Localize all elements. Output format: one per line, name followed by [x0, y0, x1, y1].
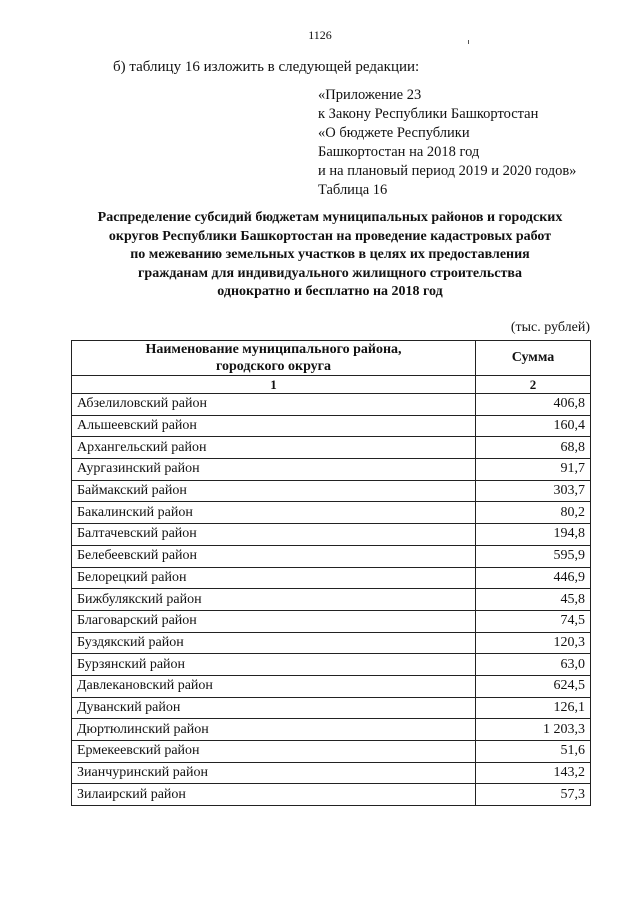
appendix-line: и на плановый период 2019 и 2020 годов» [318, 163, 577, 179]
header-name [72, 341, 476, 376]
appendix-reference [318, 86, 576, 200]
table-row [72, 675, 591, 697]
district-name: Белебеевский район [72, 545, 476, 567]
heading-line: гражданам для индивидуального жилищного строительства [138, 265, 522, 281]
subsidy-amount: 80,2 [476, 502, 591, 524]
subsidy-amount: 91,7 [476, 459, 591, 481]
subsidy-amount: 1 203,3 [476, 719, 591, 741]
unit-label: (тыс. рублей) [510, 320, 590, 335]
table-row [72, 502, 591, 524]
table-row [72, 415, 591, 437]
district-name: Ермекеевский район [72, 741, 476, 763]
table-row [72, 459, 591, 481]
header-name-line: городского округа [215, 359, 332, 374]
district-name: Белорецкий район [72, 567, 476, 589]
district-name: Благоварский район [72, 610, 476, 632]
column-number-1: 1 [72, 376, 476, 394]
district-name: Балтачевский район [72, 524, 476, 546]
table-row [72, 545, 591, 567]
subsidy-amount: 74,5 [476, 610, 591, 632]
district-name: Баймакский район [72, 480, 476, 502]
district-name: Дуванский район [72, 697, 476, 719]
column-number-2: 2 [476, 376, 591, 394]
subsidy-amount: 595,9 [476, 545, 591, 567]
district-name: Дюртюлинский район [72, 719, 476, 741]
district-name: Бижбулякский район [72, 589, 476, 611]
district-name: Архангельский район [72, 437, 476, 459]
document-heading [60, 209, 600, 302]
subsidy-amount: 143,2 [476, 762, 591, 784]
appendix-line: «О бюджете Республики [318, 125, 470, 141]
district-name: Давлекановский район [72, 675, 476, 697]
appendix-line: Таблица 16 [318, 182, 388, 198]
appendix-line: Башкортостан на 2018 год [318, 144, 480, 160]
district-name: Бакалинский район [72, 502, 476, 524]
table-row [72, 719, 591, 741]
table-row [72, 480, 591, 502]
column-number-row [72, 376, 591, 394]
intro-text: б) таблицу 16 изложить в следующей редакции: [113, 59, 420, 75]
heading-line: однократно и бесплатно на 2018 год [217, 284, 443, 299]
table-row [72, 697, 591, 719]
subsidy-amount: 68,8 [476, 437, 591, 459]
header-name-line: Наименование муниципального района, [145, 342, 402, 357]
subsidy-table [71, 340, 591, 806]
subsidy-amount: 63,0 [476, 654, 591, 676]
table-row [72, 567, 591, 589]
subsidy-amount: 57,3 [476, 784, 591, 806]
table-row [72, 610, 591, 632]
district-name: Аургазинский район [72, 459, 476, 481]
appendix-line: к Закону Республики Башкортостан [318, 106, 539, 122]
subsidy-amount: 160,4 [476, 415, 591, 437]
heading-line: Распределение субсидий бюджетам муниципальных районов и городских [97, 210, 563, 225]
header-sum: Сумма [476, 341, 591, 376]
district-name: Альшеевский район [72, 415, 476, 437]
table-row [72, 762, 591, 784]
subsidy-amount: 446,9 [476, 567, 591, 589]
scan-mark [468, 40, 469, 44]
district-name: Зианчуринский район [72, 762, 476, 784]
table-row [72, 632, 591, 654]
district-name: Абзелиловский район [72, 394, 476, 416]
subsidy-amount: 624,5 [476, 675, 591, 697]
subsidy-amount: 126,1 [476, 697, 591, 719]
table-row [72, 741, 591, 763]
table-row [72, 394, 591, 416]
table-row [72, 437, 591, 459]
table-row [72, 654, 591, 676]
subsidy-amount: 120,3 [476, 632, 591, 654]
table-row [72, 784, 591, 806]
subsidy-amount: 406,8 [476, 394, 591, 416]
subsidy-amount: 45,8 [476, 589, 591, 611]
district-name: Буздякский район [72, 632, 476, 654]
district-name: Бурзянский район [72, 654, 476, 676]
subsidy-amount: 51,6 [476, 741, 591, 763]
table-row [72, 589, 591, 611]
page-number: 1126 [308, 28, 332, 42]
subsidy-amount: 194,8 [476, 524, 591, 546]
heading-line: по межеванию земельных участков в целях их предоставления [130, 247, 530, 262]
table-header-row [72, 341, 591, 376]
district-name: Зилаирский район [72, 784, 476, 806]
appendix-line: «Приложение 23 [318, 87, 422, 103]
table-row [72, 524, 591, 546]
heading-line: округов Республики Башкортостан на проведение кадастровых работ [108, 228, 552, 244]
subsidy-amount: 303,7 [476, 480, 591, 502]
